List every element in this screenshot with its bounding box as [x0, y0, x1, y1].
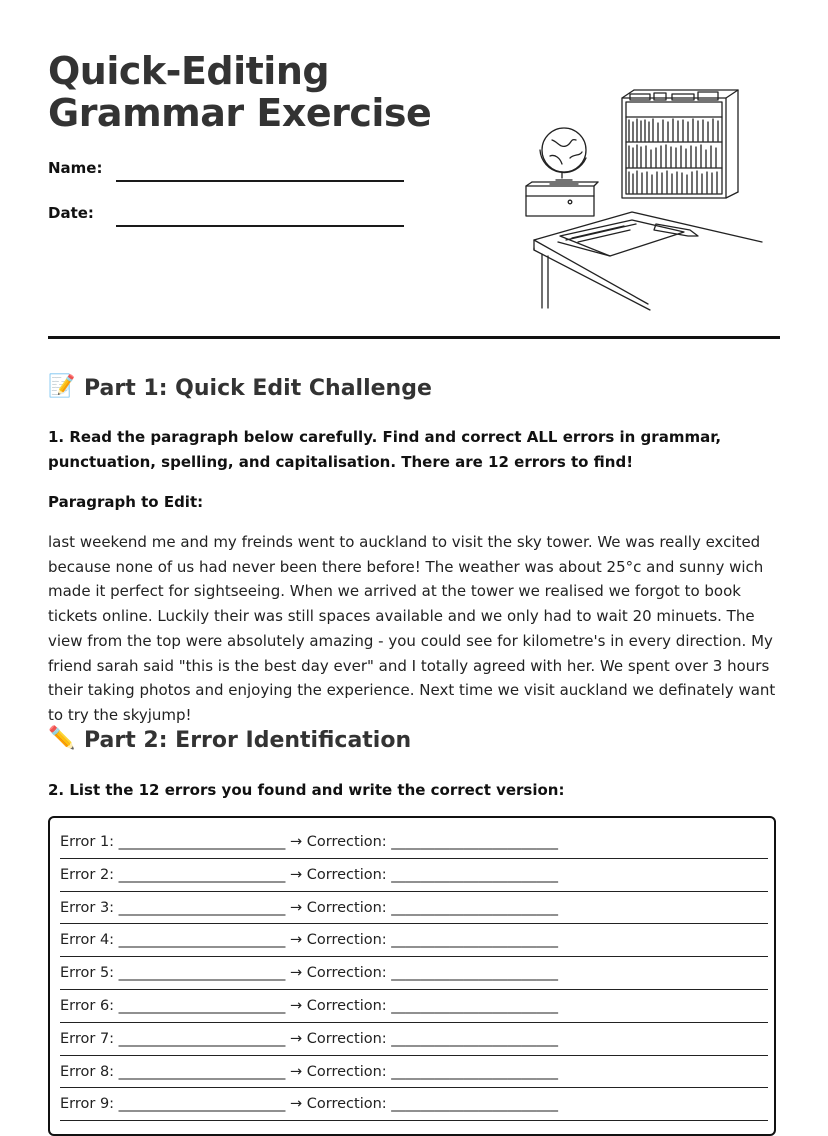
desk	[534, 212, 762, 310]
memo-icon: 📝	[48, 374, 76, 399]
part2-heading	[48, 726, 411, 754]
date-field[interactable]	[116, 225, 404, 227]
part2-instruction: 2. List the 12 errors you found and write the correct version:	[48, 781, 565, 799]
error-row[interactable]: Error 7: _______________________ → Correction: _______________________	[60, 1023, 768, 1056]
part2-heading-text: Part 2: Error Identification	[84, 727, 412, 753]
error-row[interactable]: Error 1: _______________________ → Correction: _______________________	[60, 826, 768, 859]
date-label: Date:	[48, 204, 94, 222]
paragraph-to-edit: last weekend me and my freinds went to auckland to visit the sky tower. We was really excited because none of us had never been there before! The weather was about 25°c and sunny wich made it perfect for sightseeing. When we arrived at the tower we realised we forgot to book tickets online. Luckily their was still spaces available and we only had to wait 20 minuets. The view from the top were absolutely amazing - you could see for kilometre's in every direction. My friend sarah said "this is the best day ever" and I totally agreed with her. We spent over 3 hours their taking photos and enjoying the experience. Next time we visit auckland we definately want to try the skyjump!	[48, 533, 776, 724]
error-row[interactable]: Error 8: _______________________ → Correction: _______________________	[60, 1056, 768, 1089]
error-row[interactable]: Error 4: _______________________ → Correction: _______________________	[60, 924, 768, 957]
error-list-box	[48, 816, 776, 1136]
error-row[interactable]: Error 2: _______________________ → Correction: _______________________	[60, 859, 768, 892]
part1-instruction: 1. Read the paragraph below carefully. Find and correct ALL errors in grammar, punctuation, spelling, and capitalisation. There are 12 errors to find!	[48, 428, 722, 471]
header-divider	[48, 336, 780, 339]
part1-heading	[48, 374, 432, 402]
error-row[interactable]: Error 6: _______________________ → Correction: _______________________	[60, 990, 768, 1023]
paragraph-label: Paragraph to Edit:	[48, 493, 204, 511]
pencil-icon: ✏️	[48, 726, 76, 751]
error-row[interactable]: Error 5: _______________________ → Correction: _______________________	[60, 957, 768, 990]
name-label: Name:	[48, 159, 103, 177]
globe	[540, 128, 586, 184]
part1-heading-text: Part 1: Quick Edit Challenge	[84, 375, 432, 401]
error-row[interactable]: Error 3: _______________________ → Correction: _______________________	[60, 892, 768, 925]
page-title: Quick-Editing Grammar Exercise	[48, 49, 432, 135]
nightstand	[526, 182, 598, 216]
bookshelf	[622, 90, 738, 198]
error-row[interactable]: Error 9: _______________________ → Correction: _______________________	[60, 1088, 768, 1121]
study-room-illustration	[512, 84, 780, 316]
name-field[interactable]	[116, 180, 404, 182]
